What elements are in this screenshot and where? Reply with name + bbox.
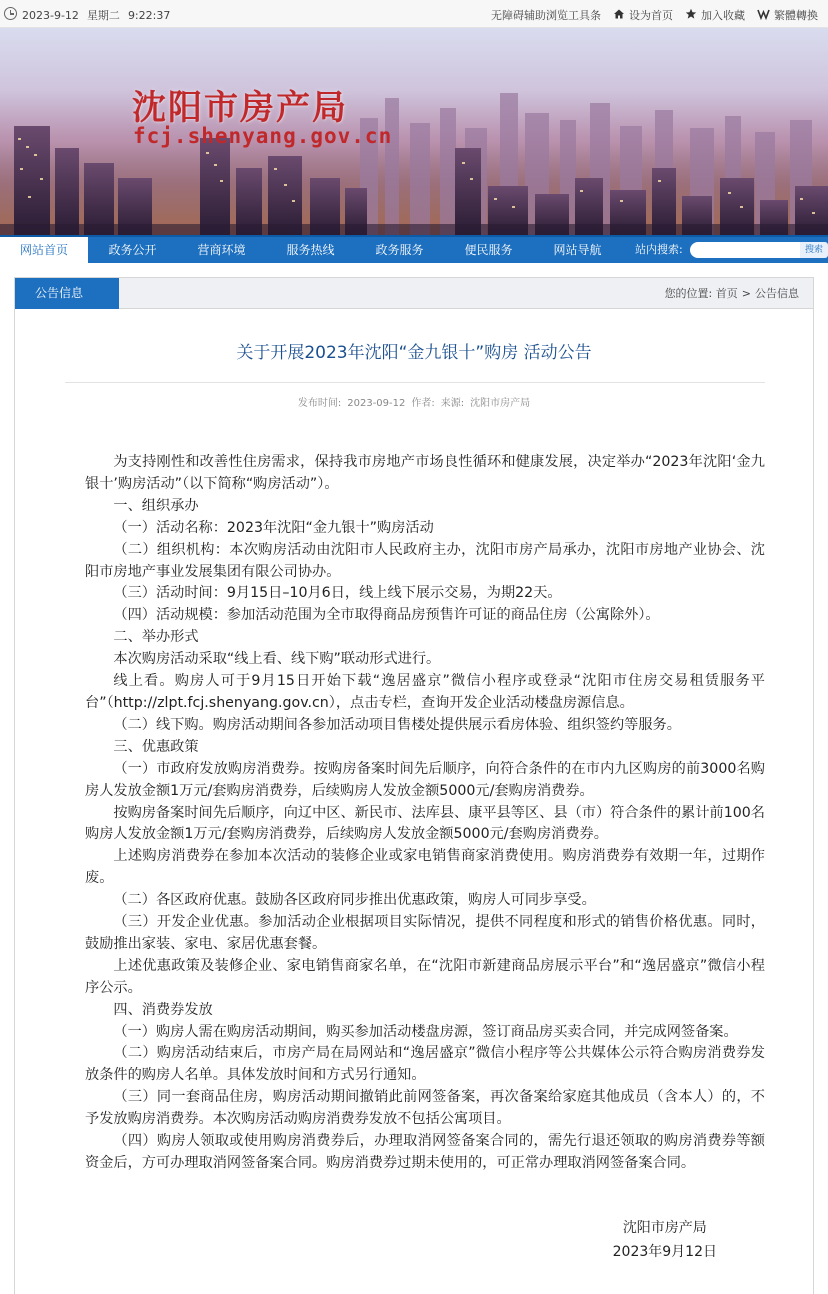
article-paragraph: （三）活动时间：9月15日–10月6日，线上线下展示交易，为期22天。 [113, 585, 562, 602]
article-paragraph: 上述购房消费券在参加本次活动的装修企业或家电销售商家消费使用。购房消费券有效期一年，过期作废。 [85, 848, 765, 887]
article-paragraph: （二）各区政府优惠。鼓励各区政府同步推出优惠政策，购房人可同步享受。 [113, 892, 596, 909]
article-paragraph: 为支持刚性和改善性住房需求，保持我市房地产市场良性循环和健康发展，决定举办“2023年沈阳‘金九银十’购房活动”（以下简称“购房活动”）。 [85, 454, 765, 492]
nav-item-service-hotline[interactable]: 服务热线 [286, 243, 335, 257]
breadcrumb-separator: > [741, 287, 751, 300]
nav-item-government-services[interactable]: 政务服务 [375, 243, 424, 257]
accessibility-toolbar-link[interactable] [491, 7, 601, 23]
meta-source-label: 来源: [440, 398, 465, 409]
site-banner [0, 28, 828, 235]
nav-item-site-navigation[interactable]: 网站导航 [553, 243, 602, 257]
nav-item-government-affairs[interactable]: 政务公开 [108, 243, 157, 257]
article-paragraph: （一）市政府发放购房消费券。按购房备案时间先后顺序，向符合条件的在市内九区购房的前3000名购房人发放金额1万元/套购房消费券，后续购房人发放金额5000元/套购房消费券。 [85, 760, 765, 799]
star-icon [685, 8, 697, 22]
content-panel [14, 277, 814, 1294]
top-bar [0, 0, 828, 28]
city-skyline-image [0, 28, 828, 235]
article-paragraph: （一）购房人需在购房活动期间，购买参加活动楼盘房源，签订商品房买卖合同，并完成网签备案。 [113, 1023, 738, 1040]
meta-published-label: 发布时间: [297, 398, 342, 409]
article-paragraph: （四）购房人领取或使用购房消费券后，办理取消网签备案合同的，需先行退还领取的购房消费券等额资金后，方可办理取消网签备案合同。购房消费券过期未使用的，可正常办理取消网签备案合同。 [85, 1133, 765, 1171]
article-paragraph: 四、消费券发放 [113, 1001, 213, 1018]
article-paragraph: （二）组织机构：本次购房活动由沈阳市人民政府主办，沈阳市房产局承办，沈阳市房地产业协会、沈阳市房地产事业发展集团有限公司协办。 [85, 541, 765, 580]
set-homepage-link[interactable] [613, 7, 673, 23]
site-url: fcj.shenyang.gov.cn [133, 124, 393, 148]
set-homepage-label: 设为首页 [629, 9, 673, 22]
search-label: 站内搜索: [635, 243, 683, 256]
current-weekday: 星期二 [86, 9, 120, 22]
signature-org: 沈阳市房产局 [622, 1220, 707, 1236]
breadcrumb [665, 278, 799, 309]
home-icon [613, 8, 625, 22]
breadcrumb-prefix: 您的位置: [664, 287, 713, 300]
signature-block [613, 1216, 717, 1264]
article-paragraph: （二）购房活动结束后，市房产局在局网站和“逸居盛京”微信小程序等公共媒体公示符合购房消费券发放条件的购房人名单。具体发放时间和方式另行通知。 [85, 1045, 765, 1084]
meta-source: 沈阳市房产局 [470, 398, 531, 409]
meta-author-label: 作者: [411, 398, 435, 409]
nav-item-business-environment[interactable]: 营商环境 [197, 243, 246, 257]
add-favorite-link[interactable] [685, 7, 745, 23]
traditional-chinese-label: 繁體轉換 [774, 9, 818, 22]
article-paragraph: 一、组织承办 [113, 497, 199, 514]
search-input[interactable] [690, 242, 800, 258]
article-paragraph: （四）活动规模：参加活动范围为全市取得商品房预售许可证的商品住房（公寓除外）。 [113, 607, 660, 624]
title-divider [65, 382, 765, 383]
article-paragraph: 三、优惠政策 [113, 738, 199, 755]
top-tools [491, 7, 818, 23]
article-paragraph: （一）活动名称：2023年沈阳“金九银十”购房活动 [113, 519, 434, 536]
article-paragraph: 本次购房活动采取“线上看、线下购”联动形式进行。 [113, 651, 441, 668]
meta-published-date: 2023-09-12 [347, 398, 406, 409]
clock-icon [4, 7, 17, 20]
accessibility-toolbar-label: 无障碍辅助浏览工具条 [491, 9, 601, 22]
article-paragraph: 按购房备案时间先后顺序，向辽中区、新民市、法库县、康平县等区、县（市）符合条件的累计前100名购房人发放金额1万元/套购房消费券，后续购房人发放金额5000元/套购房消费券。 [85, 804, 765, 843]
current-datetime [22, 7, 178, 23]
article-paragraph: 上述优惠政策及装修企业、家电销售商家名单，在“沈阳市新建商品房展示平台”和“逸居盛京”微信小程序公示。 [85, 957, 765, 996]
site-title: 沈阳市房产局 [132, 88, 348, 128]
traditional-chinese-link[interactable] [757, 7, 818, 23]
article-paragraph: 线上看。购房人可于9月15日开始下载“逸居盛京”微信小程序或登录“沈阳市住房交易租赁服务平台”（http://zlpt.fcj.shenyang.gov.cn），点击专栏，查询开发企业活动楼盘房源信息。 [85, 673, 765, 711]
current-date: 2023-9-12 [22, 9, 79, 22]
breadcrumb-current-link[interactable]: 公告信息 [755, 287, 799, 300]
section-tab-announcements[interactable]: 公告信息 [15, 278, 119, 309]
article-paragraph: 二、举办形式 [113, 629, 199, 646]
signature-date: 2023年9月12日 [612, 1244, 717, 1260]
article-paragraph: （二）线下购。购房活动期间各参加活动项目售楼处提供展示看房体验、组织签约等服务。 [113, 716, 681, 733]
search-button[interactable]: 搜索 [800, 242, 828, 258]
article-title: 关于开展2023年沈阳“金九银十”购房 活动公告 [236, 343, 592, 363]
article-paragraph: （三）开发企业优惠。参加活动企业根据项目实际情况，提供不同程度和形式的销售价格优惠。同时，鼓励推出家装、家电、家居优惠套餐。 [85, 914, 765, 952]
section-header [15, 278, 813, 309]
add-favorite-label: 加入收藏 [701, 9, 745, 22]
current-time: 9:22:37 [127, 9, 171, 22]
nav-item-home[interactable]: 网站首页 [0, 237, 88, 263]
breadcrumb-home-link[interactable]: 首页 [715, 287, 738, 300]
nav-item-public-services[interactable]: 便民服务 [464, 243, 513, 257]
translate-icon [757, 8, 770, 22]
article-paragraph: （三）同一套商品住房，购房活动期间撤销此前网签备案，再次备案给家庭其他成员（含本人）的，不予发放购房消费券。本次购房活动购房消费券发放不包括公寓项目。 [85, 1089, 765, 1128]
article-body [85, 452, 765, 1175]
article-meta [15, 394, 813, 409]
main-nav [0, 235, 828, 263]
